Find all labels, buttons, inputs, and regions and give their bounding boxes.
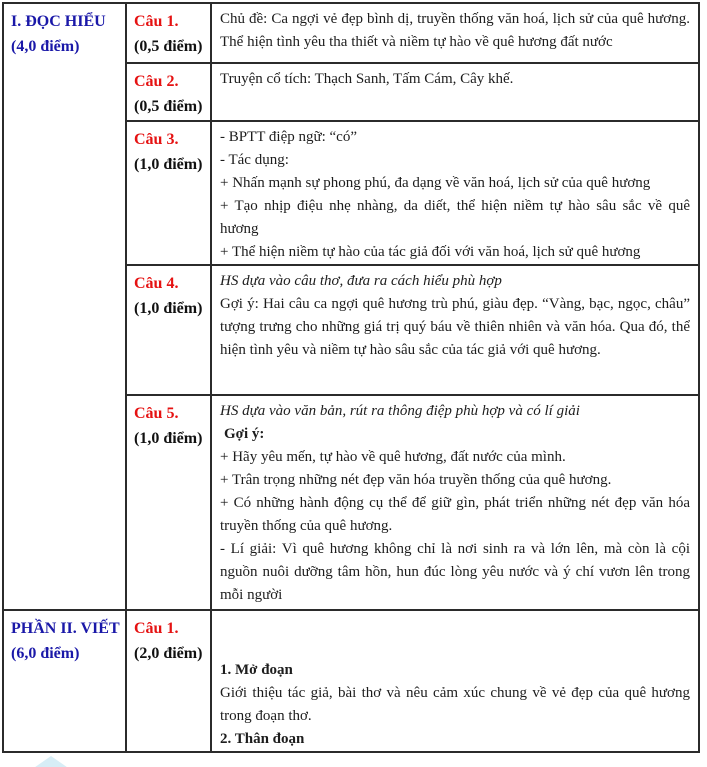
answer-2-text: Truyện cổ tích: Thạch Sanh, Tấm Cám, Cây khế.	[220, 71, 514, 87]
answer-4-note: HS dựa vào câu thơ, đưa ra cách hiểu phù hợp	[220, 273, 502, 289]
answer-5-line: + Có những hành động cụ thể để giữ gìn, phát triển những nét đẹp văn hóa truyền thống của quê hương.	[220, 495, 690, 534]
question-w1-points: (2,0 điểm)	[134, 645, 203, 662]
question-1-cell	[126, 3, 211, 63]
answer-5-note: HS dựa vào văn bản, rút ra thông điệp phù hợp và có lí giải	[220, 403, 580, 419]
answer-3-line: + Nhấn mạnh sự phong phú, đa dạng về văn hoá, lịch sử của quê hương	[220, 175, 651, 191]
question-1-points: (0,5 điểm)	[134, 38, 203, 55]
question-1-label: Câu 1.	[134, 13, 179, 30]
table-row	[3, 3, 699, 63]
question-4-cell	[126, 265, 211, 395]
question-3-points: (1,0 điểm)	[134, 156, 203, 173]
rubric-table	[2, 2, 700, 753]
answer-3-cell	[211, 121, 699, 265]
question-5-cell	[126, 395, 211, 610]
answer-3-line: - BPTT điệp ngữ: “có”	[220, 129, 357, 145]
question-2-points: (0,5 điểm)	[134, 98, 203, 115]
answer-5-cell	[211, 395, 699, 610]
answer-3-line: + Thể hiện niềm tự hào của tác giả đối với văn hoá, lịch sử quê hương	[220, 244, 641, 260]
question-3-cell	[126, 121, 211, 265]
question-w1-label: Câu 1.	[134, 620, 179, 637]
answer-w1-heading-1: 1. Mở đoạn	[220, 662, 293, 678]
answer-2-cell	[211, 63, 699, 121]
watermark-diamond-shape	[28, 756, 74, 767]
answer-3-line: - Tác dụng:	[220, 152, 289, 168]
section-writing-label: PHẦN II. VIẾT	[11, 620, 120, 637]
section-reading-points: (4,0 điểm)	[11, 38, 80, 55]
question-2-label: Câu 2.	[134, 73, 179, 90]
answer-5-hint-label: Gợi ý:	[224, 426, 265, 442]
answer-w1-body-1: Giới thiệu tác giả, bài thơ và nêu cảm xúc chung về vẻ đẹp của quê hương trong đoạn thơ.	[220, 685, 690, 724]
question-5-label: Câu 5.	[134, 405, 179, 422]
blank-space	[220, 615, 690, 659]
answer-5-line: + Trân trọng những nét đẹp văn hóa truyền thống của quê hương.	[220, 472, 612, 488]
answer-3-line: + Tạo nhịp điệu nhẹ nhàng, da diết, thể hiện niềm tự hào sâu sắc về quê hương	[220, 198, 690, 237]
question-3-label: Câu 3.	[134, 131, 179, 148]
answer-5-line: - Lí giải: Vì quê hương không chỉ là nơi sinh ra và lớn lên, mà còn là cội nguồn nuôi dưỡng tâm hồn, hun đúc lòng yêu nước và ý chí vươn lên trong mỗi người	[220, 541, 690, 603]
answer-1-text: Chủ đề: Ca ngợi vẻ đẹp bình dị, truyền thống văn hoá, lịch sử của quê hương. Thể hiện tình yêu tha thiết và niềm tự hào về quê hương đất nước	[220, 11, 690, 50]
section-reading-cell	[3, 3, 126, 610]
question-5-points: (1,0 điểm)	[134, 430, 203, 447]
question-4-points: (1,0 điểm)	[134, 300, 203, 317]
question-4-label: Câu 4.	[134, 275, 179, 292]
answer-w1-heading-2: 2. Thân đoạn	[220, 731, 305, 747]
question-2-cell	[126, 63, 211, 121]
answer-1-cell	[211, 3, 699, 63]
table-row	[3, 610, 699, 752]
answer-4-text: Gợi ý: Hai câu ca ngợi quê hương trù phú, giàu đẹp. “Vàng, bạc, ngọc, châu” tượng trưng cho những giá trị quý báu về thiên nhiên và văn hóa. Qua đó, thể hiện tình yêu và niềm tự hào sâu sắc của tác giả với quê hương.	[220, 296, 690, 358]
section-writing-points: (6,0 điểm)	[11, 645, 80, 662]
answer-4-cell	[211, 265, 699, 395]
answer-5-line: + Hãy yêu mến, tự hào về quê hương, đất nước của mình.	[220, 449, 566, 465]
section-writing-cell	[3, 610, 126, 752]
section-reading-label: I. ĐỌC HIỂU	[11, 13, 106, 30]
question-w1-cell	[126, 610, 211, 752]
answer-w1-cell	[211, 610, 699, 752]
